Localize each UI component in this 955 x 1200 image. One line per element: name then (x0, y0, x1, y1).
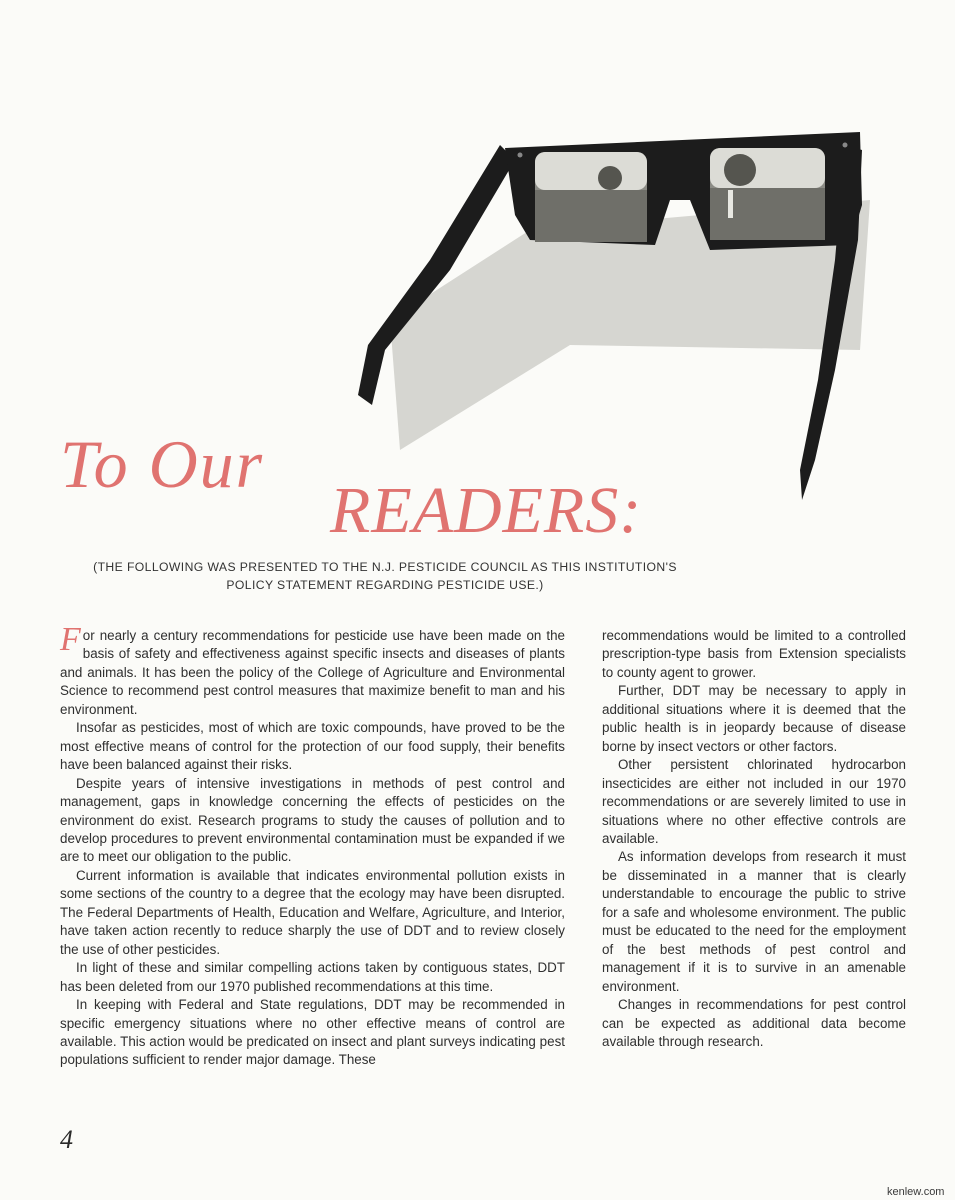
paragraph: Changes in recommendations for pest control can be expected as additional data become available through research. (602, 997, 906, 1049)
left-lens (535, 152, 647, 242)
paragraph: As information develops from research it must be disseminated in a manner that is clearly understandable to encourage the public to strive for a safe and wholesome environment. The public must be educated to the need for the employment of the best methods of pest control and management if it is to survive in an amenable environment. (602, 849, 906, 994)
paragraph: Despite years of intensive investigations in methods of pest control and management, gaps in knowledge concerning the effects of pesticides on the environment do exist. Research programs to study the causes of pollution and to develop procedures to prevent environmental contamination must be expanded if we are to meet our obligation to the public. (60, 775, 565, 865)
page-number: 4 (60, 1125, 73, 1154)
paragraph: In light of these and similar compelling actions taken by contiguous states, DDT has been deleted from our 1970 published recommendations at this time. (60, 960, 565, 994)
right-lens (710, 148, 825, 240)
title-to-our: To Our (60, 426, 265, 502)
watermark: kenlew.com (887, 1186, 945, 1198)
paragraph: Other persistent chlorinated hydrocarbon insecticides are either not included in our 1970 recommendations or are severely limited to use in situations where no other effective controls are available. (602, 757, 906, 846)
subtitle (60, 558, 710, 594)
paragraph: Further, DDT may be necessary to apply in additional situations where it is deemed that the public health is in jeopardy because of disease borne by insect vectors or other factors. (602, 683, 906, 754)
subtitle-line-1: (THE FOLLOWING WAS PRESENTED TO THE N.J. PESTICIDE COUNCIL AS THIS INSTITUTION'S (93, 560, 677, 574)
drop-cap: F (60, 621, 81, 658)
body-column-right (602, 627, 906, 1051)
subtitle-line-2: POLICY STATEMENT REGARDING PESTICIDE USE.) (226, 578, 544, 592)
paragraph: Current information is available that indicates environmental pollution exists in some sections of the country to a degree that the ecology may have been disrupted. The Federal Departments of Health, Education and Welfare, Agriculture, and Interior, have taken action recently to reduce sharply the use of DDT and to review closely the use of other pesticides. (60, 867, 565, 957)
paragraph: recommendations would be limited to a controlled prescription-type basis from Extension specialists to county agent to grower. (602, 628, 906, 680)
paragraph: For nearly a century recommendations for pesticide use have been made on the basis of safety and effectiveness against specific insects and diseases of plants and animals. It has been the policy of the College of Agriculture and Environmental Science to recommend pest control measures that maximize benefit to man and his environment. (60, 621, 565, 717)
sunglasses-illustration (330, 120, 890, 520)
title-readers: READERS: (330, 474, 643, 547)
paragraph: In keeping with Federal and State regulations, DDT may be recommended in specific emergency situations where no other effective means of control are available. This action would be predicated on insect and plant surveys indicating pest populations sufficient to render major damage. These (60, 997, 565, 1068)
paragraph: Insofar as pesticides, most of which are toxic compounds, have proved to be the most effective means of control for the protection of our food supply, their benefits have been balanced against their risks. (60, 720, 565, 773)
body-column-left (60, 621, 565, 1070)
